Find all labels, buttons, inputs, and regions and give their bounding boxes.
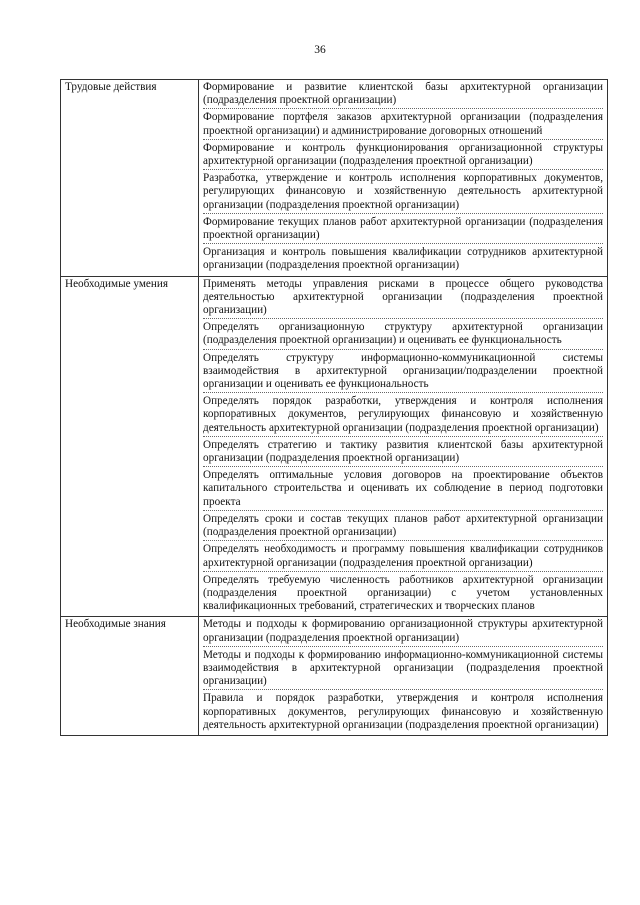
list-item: Организация и контроль повышения квалификации сотрудников архитектурной организации (подразделения проектной организации)	[203, 246, 603, 272]
section-label: Необходимые знания	[61, 617, 199, 736]
list-item: Методы и подходы к формированию информационно-коммуникационной системы взаимодействия в архитектурной организации (подразделения проектной организации)	[203, 649, 603, 691]
list-item: Правила и порядок разработки, утверждения и контроля исполнения корпоративных документов, регулирующих финансовую и хозяйственную деятельность архитектурной организации (подразделения проектной организации)	[203, 692, 603, 731]
list-item: Формирование и контроль функционирования организационной структуры архитектурной организации (подразделения проектной организации)	[203, 142, 603, 170]
list-item: Определять сроки и состав текущих планов работ архитектурной организации (подразделения проектной организации)	[203, 513, 603, 541]
section-required-skills	[61, 276, 608, 617]
page-number: 36	[314, 44, 326, 56]
section-required-knowledge	[61, 617, 608, 736]
list-item: Применять методы управления рисками в процессе общего руководства деятельностью архитектурной организации (подразделения проектной организации)	[203, 278, 603, 320]
competency-table	[60, 79, 608, 736]
section-label: Трудовые действия	[61, 80, 199, 277]
list-item: Формирование и развитие клиентской базы архитектурной организации (подразделения проектной организации)	[203, 81, 603, 109]
list-item: Методы и подходы к формированию организационной структуры архитектурной организации (подразделения проектной организации)	[203, 618, 603, 646]
list-item: Формирование текущих планов работ архитектурной организации (подразделения проектной организации)	[203, 216, 603, 244]
list-item: Разработка, утверждение и контроль исполнения корпоративных документов, регулирующих финансовую и хозяйственную деятельность архитектурной организации (подразделения проектной организации)	[203, 172, 603, 214]
list-item: Определять порядок разработки, утверждения и контроля исполнения корпоративных документов, регулирующих финансовую и хозяйственную деятельность архитектурной организации (подразделения проектной организации)	[203, 395, 603, 437]
list-item: Определять организационную структуру архитектурной организации (подразделения проектной организации) и оценивать ее функциональность	[203, 321, 603, 349]
section-labor-actions	[61, 80, 608, 277]
list-item: Определять требуемую численность работников архитектурной организации (подразделения проектной организации) с учетом установленных квалификационных требований, стратегических и творческих планов	[203, 573, 603, 613]
list-item: Определять структуру информационно-коммуникационной системы взаимодействия в архитектурной организации/подразделении проектной организации и оценивать ее функциональность	[203, 352, 603, 394]
section-items	[199, 276, 608, 617]
section-items	[199, 80, 608, 277]
section-label: Необходимые умения	[61, 276, 199, 617]
list-item: Формирование портфеля заказов архитектурной организации (подразделения проектной организации) и администрирование договорных отношений	[203, 111, 603, 139]
section-items	[199, 617, 608, 736]
list-item: Определять оптимальные условия договоров на проектирование объектов капитального строительства и оценивать их соблюдение в период подготовки проекта	[203, 469, 603, 511]
list-item: Определять необходимость и программу повышения квалификации сотрудников архитектурной организации (подразделения проектной организации)	[203, 543, 603, 571]
list-item: Определять стратегию и тактику развития клиентской базы архитектурной организации (подразделения проектной организации)	[203, 439, 603, 467]
